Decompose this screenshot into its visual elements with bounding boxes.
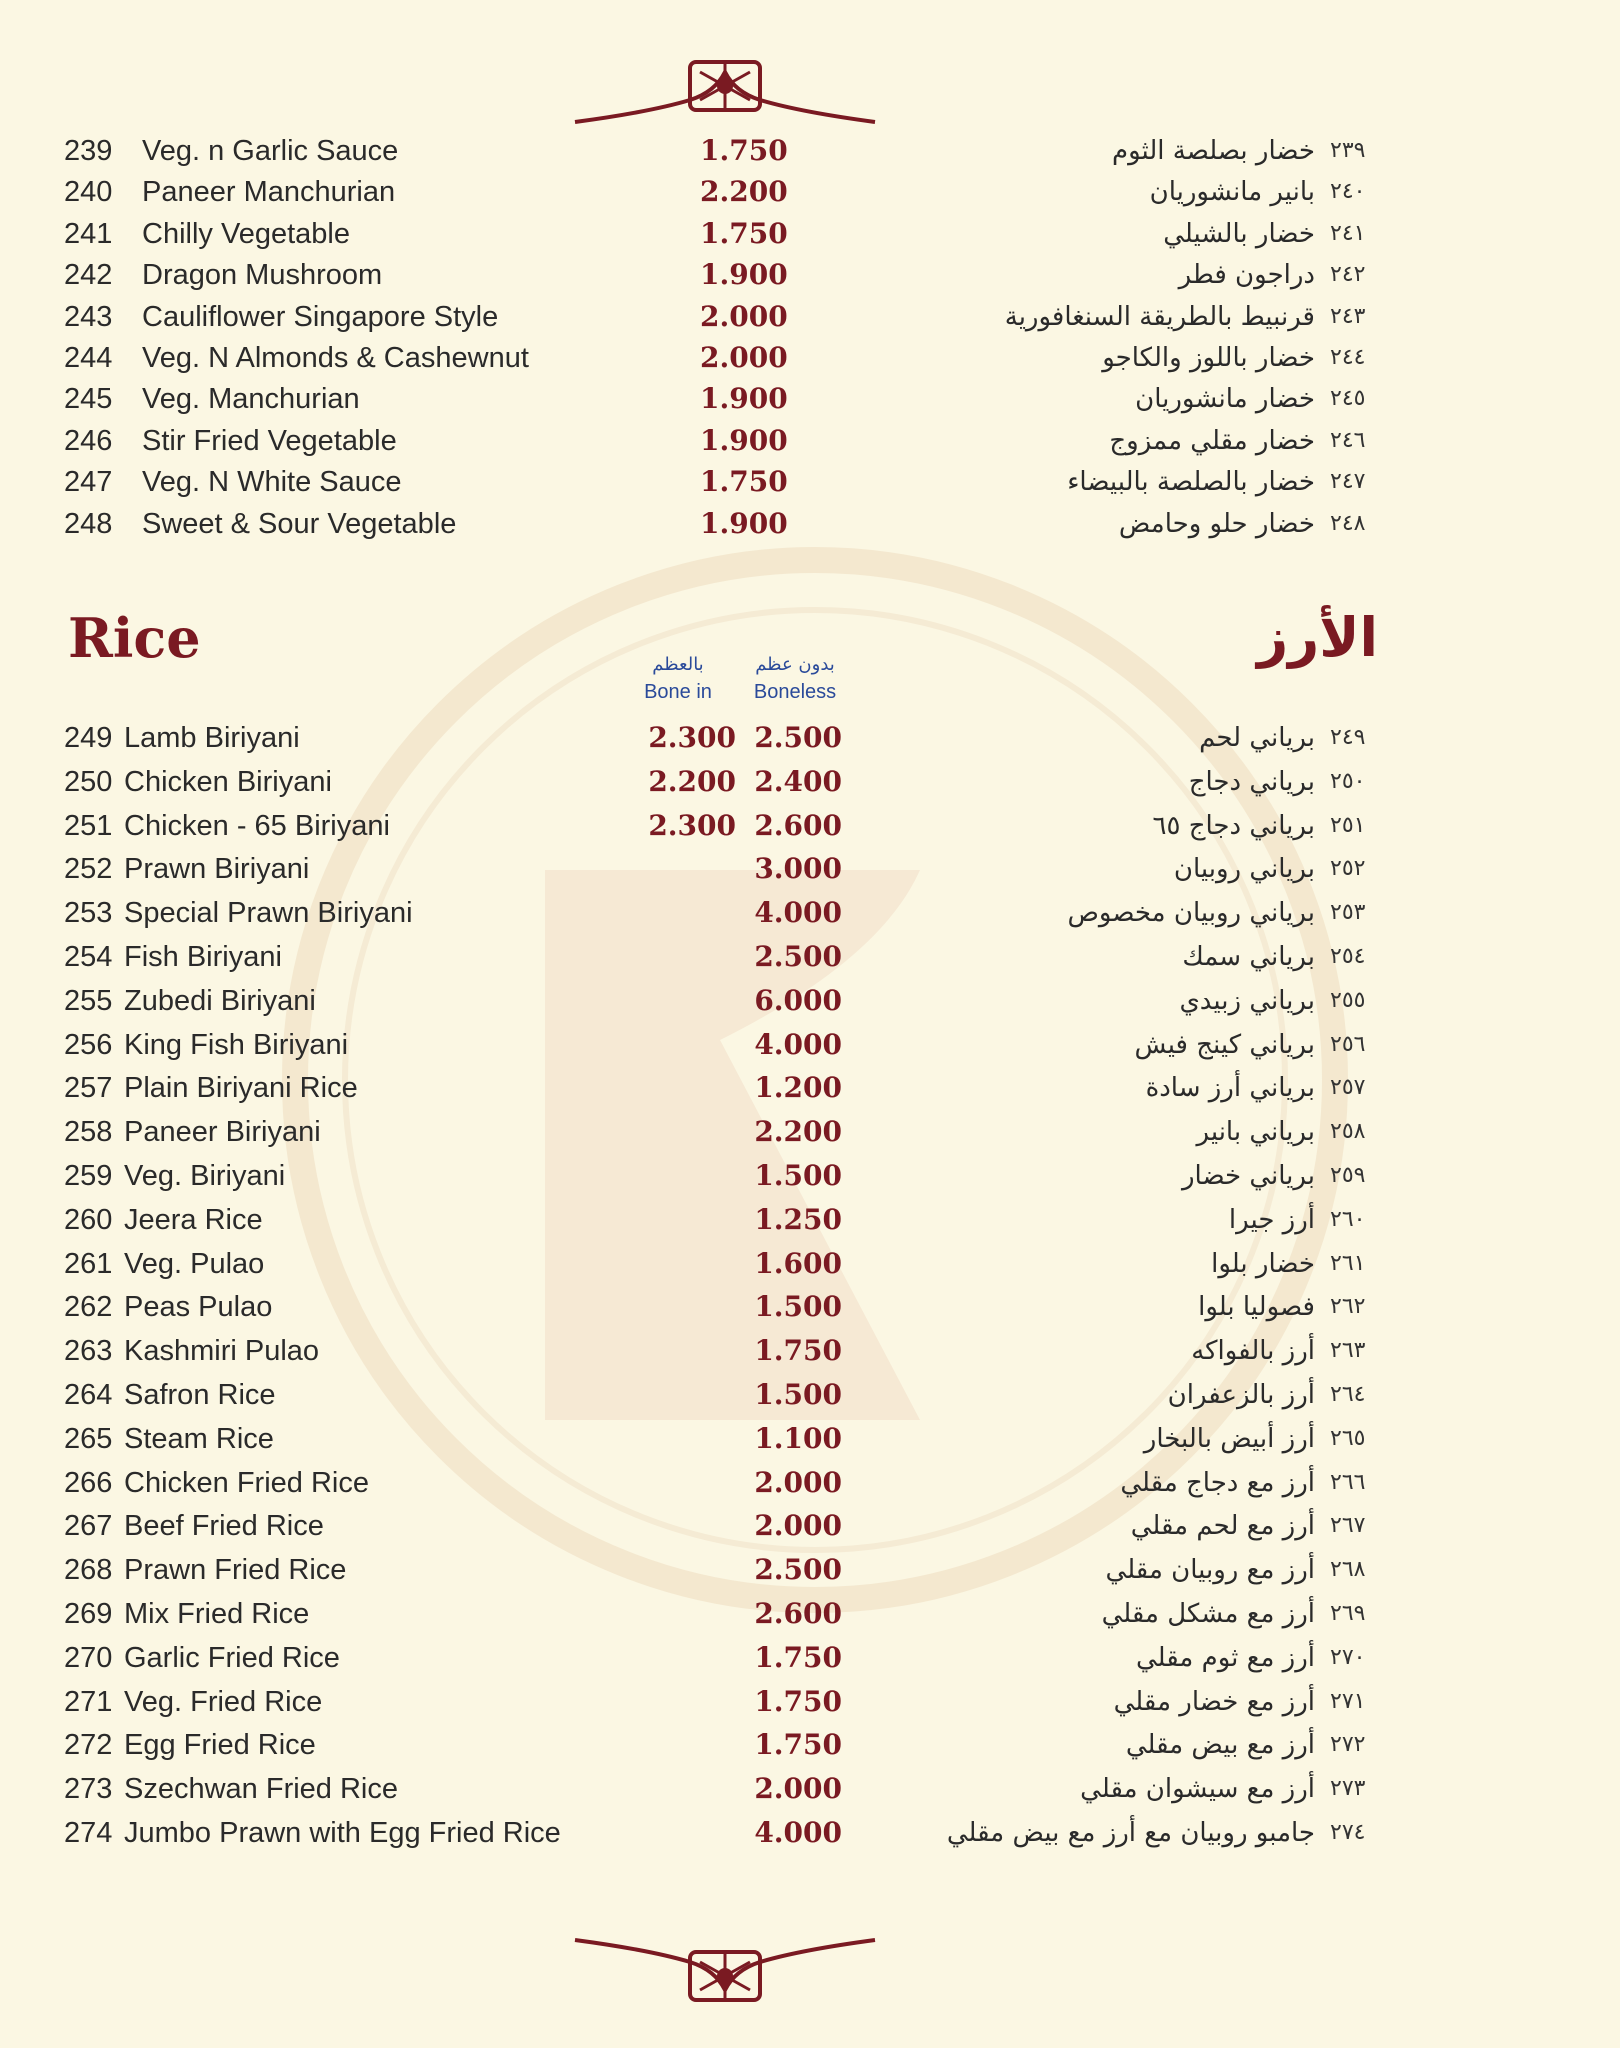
menu-row [0,1594,1620,1634]
item-price: 2.000 [700,299,788,333]
price-boneless: 1.500 [754,1378,842,1411]
price-boneless: 2.000 [754,1465,842,1499]
menu-row [0,849,1620,889]
item-name-arabic: خضار حلو وحامض [1118,508,1315,539]
item-number-arabic: ٢٧٤ [1330,1820,1366,1845]
item-number: 255 [64,984,113,1017]
item-number: 262 [64,1291,113,1324]
menu-row [0,1419,1620,1459]
item-name: Veg. Pulao [124,1247,265,1280]
price-boneless: 2.000 [754,1509,842,1543]
item-number-arabic: ٢٥٤ [1330,944,1366,969]
column-header-bone-in-english: Bone in [644,681,712,703]
item-name: Veg. Manchurian [142,383,360,416]
menu-row [0,504,1620,544]
item-name-arabic: أرز مع روبيان مقلي [1105,1555,1315,1586]
item-name: Veg. N Almonds & Cashewnut [142,342,529,374]
item-price: 1.900 [700,258,788,292]
item-name-arabic: برياني زبيدي [1179,985,1315,1016]
price-boneless: 1.750 [754,1640,842,1674]
item-name-arabic: أرز جيرا [1228,1204,1315,1235]
item-number-arabic: ٢٤٦ [1330,427,1366,453]
item-number: 258 [64,1116,113,1149]
item-name-arabic: أرز مع بيض مقلي [1125,1730,1315,1761]
item-number-arabic: ٢٧٢ [1330,1732,1366,1758]
item-number: 256 [64,1028,113,1061]
item-price: 1.750 [700,134,788,167]
menu-row [0,1682,1620,1722]
price-boneless: 1.500 [754,1159,842,1192]
item-number: 269 [64,1598,113,1630]
item-number-arabic: ٢٥١ [1330,812,1366,838]
menu-row [0,421,1620,461]
menu-row [0,937,1620,977]
menu-row [0,718,1620,758]
item-number-arabic: ٢٦٤ [1330,1382,1366,1407]
price-boneless: 1.500 [754,1290,842,1324]
item-number: 250 [64,765,113,798]
menu-row [0,172,1620,212]
item-name-arabic: خضار بلوا [1211,1248,1315,1279]
item-number: 263 [64,1335,113,1368]
item-name-arabic: برياني دجاج [1188,766,1315,797]
item-number-arabic: ٢٣٩ [1330,138,1366,163]
price-boneless: 3.000 [754,852,842,886]
menu-row [0,1375,1620,1415]
item-number: 244 [64,342,113,374]
item-name: Veg. Fried Rice [124,1685,323,1718]
menu-row [0,379,1620,419]
section-title-rice: Rice [68,606,201,670]
item-number-arabic: ٢٥٣ [1330,900,1366,926]
menu-row [0,462,1620,502]
item-number-arabic: ٢٤٣ [1330,303,1366,329]
item-number: 271 [64,1685,113,1718]
item-number-arabic: ٢٤٩ [1330,725,1366,750]
column-header-boneless-english: Boneless [753,681,837,703]
item-number-arabic: ٢٦٣ [1330,1338,1366,1364]
item-price: 2.200 [700,175,788,209]
price-boneless: 4.000 [754,896,842,930]
price-bone-in: 2.200 [648,764,736,798]
item-number-arabic: ٢٧٠ [1330,1644,1366,1670]
item-name: Szechwan Fried Rice [124,1773,398,1806]
item-number-arabic: ٢٦٨ [1330,1557,1366,1583]
item-name: Stir Fried Vegetable [142,424,397,457]
price-boneless: 2.500 [754,721,842,754]
item-name: Safron Rice [124,1379,276,1411]
menu-row [0,297,1620,337]
menu-row [0,214,1620,254]
item-name: Steam Rice [124,1422,274,1455]
menu-row [0,255,1620,295]
price-bone-in: 2.300 [648,721,736,754]
item-name-arabic: خضار مقلي ممزوج [1109,425,1315,456]
item-name-arabic: خضار بصلصة الثوم [1111,136,1315,166]
item-number-arabic: ٢٦٧ [1330,1513,1366,1539]
item-name: Jeera Rice [124,1203,263,1236]
item-number: 257 [64,1072,113,1105]
item-number: 260 [64,1203,113,1236]
item-number-arabic: ٢٤٤ [1330,345,1366,370]
item-number: 265 [64,1422,113,1455]
item-number-arabic: ٢٦٢ [1330,1294,1366,1320]
item-name: Sweet & Sour Vegetable [142,507,457,540]
item-number-arabic: ٢٥٨ [1330,1119,1366,1145]
price-boneless: 1.250 [754,1202,842,1236]
item-number: 252 [64,853,113,886]
menu-row [0,1068,1620,1108]
item-number-arabic: ٢٤١ [1330,220,1366,246]
price-boneless: 6.000 [754,983,842,1017]
item-number-arabic: ٢٥٥ [1330,987,1366,1013]
item-name: Beef Fried Rice [124,1510,324,1543]
item-number: 273 [64,1773,113,1806]
item-name: Paneer Biriyani [124,1116,321,1149]
item-number-arabic: ٢٧٣ [1330,1776,1366,1802]
menu-row [0,1112,1620,1152]
item-number: 248 [64,507,113,540]
item-number-arabic: ٢٦٥ [1330,1425,1366,1451]
item-price: 1.900 [700,423,788,457]
item-name: Special Prawn Biriyani [124,897,413,930]
item-name: Zubedi Biriyani [124,984,316,1017]
item-name-arabic: برياني سمك [1182,942,1315,972]
item-name-arabic: أرز أبيض بالبخار [1143,1423,1315,1454]
item-number: 254 [64,941,113,973]
menu-row [0,131,1620,171]
item-name: Paneer Manchurian [142,176,396,209]
item-price: 1.750 [700,465,788,499]
item-number-arabic: ٢٤٠ [1330,179,1366,205]
item-number-arabic: ٢٤٥ [1330,386,1366,412]
price-boneless: 1.750 [754,1334,842,1368]
item-number: 261 [64,1247,113,1280]
item-number-arabic: ٢٧١ [1330,1688,1366,1714]
menu-row [0,1813,1620,1853]
item-name: Veg. Biriyani [124,1160,286,1192]
ornament-bottom [570,1920,880,2010]
price-boneless: 2.000 [754,1772,842,1806]
item-number: 249 [64,722,113,754]
price-boneless: 1.100 [754,1421,842,1455]
item-name-arabic: برياني دجاج ٦٥ [1152,810,1315,841]
item-number: 272 [64,1729,113,1762]
item-number-arabic: ٢٤٨ [1330,510,1366,536]
item-name-arabic: فصوليا بلوا [1198,1292,1315,1323]
column-header-bone-in [620,654,736,704]
item-name-arabic: أرز مع مشكل مقلي [1101,1599,1315,1629]
item-name: Chicken Fried Rice [124,1466,369,1499]
item-name: Cauliflower Singapore Style [142,300,499,333]
price-boneless: 4.000 [754,1816,842,1849]
item-name-arabic: دراجون فطر [1178,260,1315,291]
price-boneless: 1.750 [754,1728,842,1762]
menu-row [0,1638,1620,1678]
column-header-boneless [738,654,852,704]
menu-row [0,1331,1620,1371]
item-name-arabic: برياني أرز سادة [1145,1073,1315,1104]
menu-row [0,1550,1620,1590]
menu-row [0,1200,1620,1240]
item-name-arabic: برياني لحم [1199,723,1315,753]
menu-row [0,1156,1620,1196]
item-name-arabic: برياني روبيان [1173,854,1315,885]
item-name-arabic: قرنبيط بالطريقة السنغافورية [1004,301,1315,332]
item-number-arabic: ٢٦١ [1330,1250,1366,1276]
item-number: 242 [64,259,113,292]
item-number: 243 [64,300,113,333]
price-boneless: 2.600 [754,808,842,842]
item-number-arabic: ٢٦٦ [1330,1469,1366,1495]
item-number-arabic: ٢٥٧ [1330,1075,1366,1101]
item-name: Egg Fried Rice [124,1729,316,1762]
item-name: Chilly Vegetable [142,217,350,250]
item-number-arabic: ٢٥٠ [1330,768,1366,794]
menu-row [0,1725,1620,1765]
item-name: Lamb Biriyani [124,722,300,754]
item-price: 2.000 [700,341,788,374]
item-name-arabic: أرز مع خضار مقلي [1113,1686,1315,1717]
item-number: 239 [64,135,113,167]
item-name-arabic: أرز بالفواكه [1191,1336,1315,1367]
item-name-arabic: أرز بالزعفران [1167,1380,1315,1410]
price-boneless: 1.200 [754,1071,842,1105]
price-boneless: 1.750 [754,1684,842,1718]
item-number: 274 [64,1817,113,1849]
item-number: 251 [64,809,113,842]
item-price: 1.750 [700,216,788,250]
item-name-arabic: بانير مانشوريان [1149,177,1315,208]
item-name: Kashmiri Pulao [124,1335,320,1368]
item-name: Prawn Fried Rice [124,1554,347,1587]
item-number: 259 [64,1160,113,1192]
item-name: Fish Biriyani [124,941,282,973]
item-name: Dragon Mushroom [142,259,383,292]
item-name-arabic: خضار بالصلصة بالبيضاء [1067,467,1315,498]
price-boneless: 1.600 [754,1246,842,1280]
item-number-arabic: ٢٥٩ [1330,1163,1366,1188]
ornament-top [570,52,880,142]
item-number-arabic: ٢٥٢ [1330,856,1366,882]
item-number-arabic: ٢٦٠ [1330,1206,1366,1232]
item-number: 264 [64,1379,113,1411]
menu-row [0,806,1620,846]
item-name-arabic: برياني كينج فيش [1134,1029,1315,1060]
item-name-arabic: خضار مانشوريان [1135,384,1315,415]
item-number: 268 [64,1554,113,1587]
item-number-arabic: ٢٤٢ [1330,262,1366,288]
item-name-arabic: خضار بالشيلي [1163,218,1315,249]
section-title-rice-arabic: الأرز [1257,606,1378,669]
item-name-arabic: أرز مع ثوم مقلي [1135,1642,1315,1673]
price-boneless: 2.500 [754,940,842,973]
menu-row [0,1769,1620,1809]
item-number: 270 [64,1641,113,1674]
item-name-arabic: خضار باللوز والكاجو [1102,343,1315,373]
item-name: Garlic Fried Rice [124,1641,340,1674]
item-price: 1.900 [700,506,788,540]
menu-row [0,1244,1620,1284]
menu-row [0,762,1620,802]
price-boneless: 2.500 [754,1553,842,1587]
item-name-arabic: أرز مع لحم مقلي [1130,1511,1315,1542]
menu-row [0,1025,1620,1065]
item-name-arabic: برياني خضار [1181,1161,1315,1191]
item-name: Prawn Biriyani [124,853,310,886]
price-boneless: 2.400 [754,764,842,798]
price-boneless: 4.000 [754,1027,842,1061]
price-boneless: 2.600 [754,1597,842,1630]
column-header-bone-in-arabic: بالعظم [652,654,704,675]
item-number: 266 [64,1466,113,1499]
item-name: Chicken - 65 Biriyani [124,809,390,842]
item-name: Jumbo Prawn with Egg Fried Rice [124,1817,561,1849]
item-number-arabic: ٢٤٧ [1330,469,1366,495]
item-number: 241 [64,217,113,250]
item-number: 267 [64,1510,113,1543]
item-name-arabic: أرز مع سيشوان مقلي [1080,1774,1315,1805]
item-name: King Fish Biriyani [124,1028,349,1061]
item-number-arabic: ٢٥٦ [1330,1031,1366,1057]
item-number: 246 [64,424,113,457]
item-number: 247 [64,466,113,499]
item-name-arabic: أرز مع دجاج مقلي [1120,1467,1315,1498]
item-number: 245 [64,383,113,416]
menu-row [0,338,1620,378]
item-name-arabic: برياني روبيان مخصوص [1067,898,1315,929]
item-name: Peas Pulao [124,1291,273,1324]
item-number-arabic: ٢٦٩ [1330,1601,1366,1626]
menu-row [0,893,1620,933]
menu-row [0,981,1620,1021]
item-price: 1.900 [700,382,788,416]
column-header-boneless-arabic: بدون عظم [755,654,835,675]
item-name: Chicken Biriyani [124,765,332,798]
item-number: 253 [64,897,113,930]
item-name: Plain Biriyani Rice [124,1072,358,1105]
item-name-arabic: جامبو روبيان مع أرز مع بيض مقلي [946,1818,1315,1848]
item-name: Veg. N White Sauce [142,466,402,499]
item-name: Mix Fried Rice [124,1598,310,1630]
price-bone-in: 2.300 [648,808,736,842]
menu-row [0,1287,1620,1327]
menu-row [0,1463,1620,1503]
item-name-arabic: برياني بانير [1196,1117,1315,1148]
item-name: Veg. n Garlic Sauce [142,135,399,167]
item-number: 240 [64,176,113,209]
menu-row [0,1506,1620,1546]
price-boneless: 2.200 [754,1115,842,1149]
